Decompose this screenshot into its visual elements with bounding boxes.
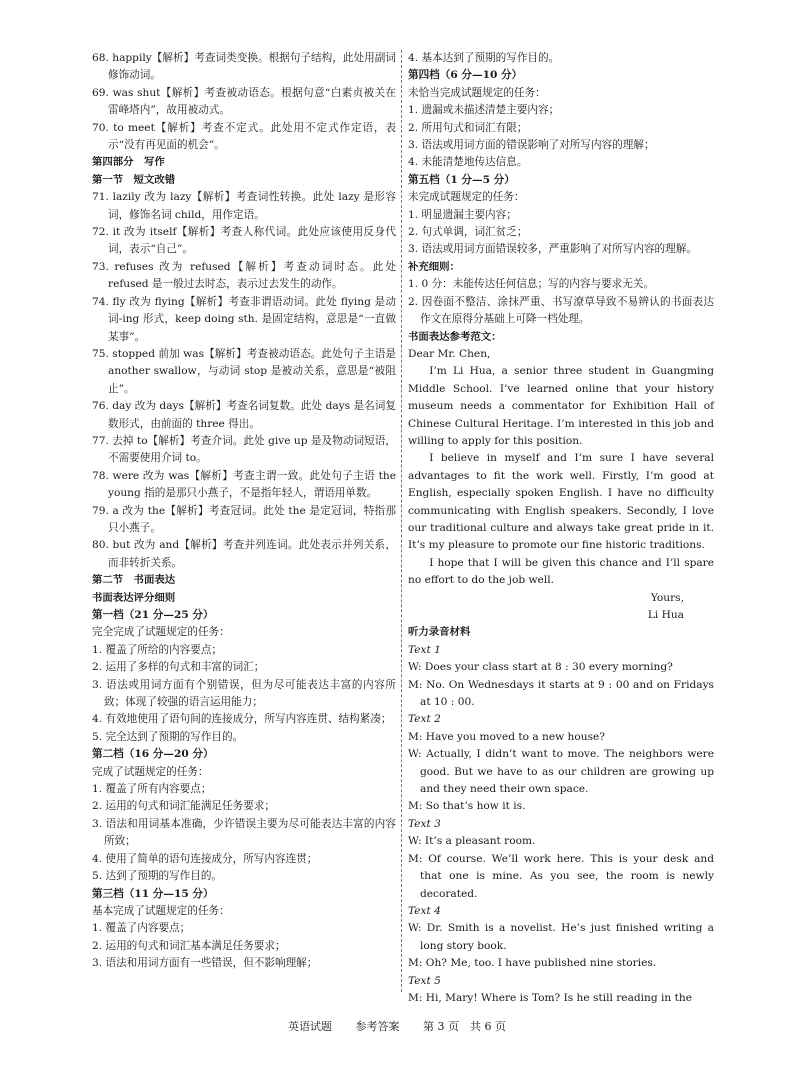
tier2-title: 第二档（16 分—20 分）: [92, 748, 214, 761]
answer-68: 68. happily【解析】考查词类变换。根据句子结构，此处用副词修饰动词。: [92, 52, 396, 82]
tier3-title: 第三档（11 分—15 分）: [92, 887, 214, 900]
tier2-item: 3. 语法和用词基本准确，少许错误主要为尽可能表达丰富的内容所致；: [92, 817, 396, 848]
footer-doc: 参考答案: [355, 1020, 400, 1033]
correction-77: 77. 去掉 to【解析】考查介词。此处 give up 是及物动词短语，不需要使用介词 to。: [92, 434, 396, 465]
text-label: Text 4: [408, 904, 441, 917]
text-label: Text 2: [408, 713, 441, 726]
text-label: Text 5: [408, 974, 441, 987]
tier4-item: 3. 语法或用词方面的错误影响了对所写内容的理解；: [408, 139, 655, 152]
tier3-item: 3. 语法和用词方面有一些错误，但不影响理解；: [92, 957, 318, 970]
tier1-item: 2. 运用了多样的句式和丰富的词汇；: [92, 661, 265, 674]
page-footer: [0, 1018, 794, 1034]
dialogue-line: M: Of course. We’ll work here. This is your desk and that one is mine. As you see, the room is newly decorated.: [408, 852, 714, 900]
tier5-item: 1. 明显遗漏主要内容；: [408, 208, 517, 221]
supplement-item: 1. 0 分：未能传达任何信息；写的内容与要求无关。: [408, 278, 655, 291]
tier5-item: 3. 语法或用词方面错误较多，严重影响了对所写内容的理解。: [408, 243, 697, 256]
letter-greeting: Dear Mr. Chen,: [408, 347, 491, 360]
supplement-item: 2. 因卷面不整洁、涂抹严重、书写潦草导致不易辨认的书面表达作文在原得分基础上可降一档处理。: [408, 295, 714, 326]
rubric-title: 书面表达评分细则: [92, 591, 176, 604]
letter-paragraph: I hope that I will be given this chance and I’ll spare no effort to do the job well.: [408, 556, 714, 587]
tier1-title: 第一档（21 分—25 分）: [92, 609, 214, 621]
column-divider: [401, 50, 402, 992]
correction-78: 78. were 改为 was【解析】考查主谓一致。此处句子主语 the young 指的是那只小燕子，不是指年轻人，谓语用单数。: [92, 469, 396, 500]
dialogue-line: M: No. On Wednesdays it starts at 9 : 00 and on Fridays at 10 : 00.: [408, 678, 714, 709]
correction-79: 79. a 改为 the【解析】考查冠词。此处 the 是定冠词，特指那只小燕子。: [92, 504, 396, 534]
tier2-item: 5. 达到了预期的写作目的。: [92, 870, 223, 883]
dialogue-line: W: Actually, I didn’t want to move. The neighbors were good. But we have to as our children are growing up and they need their own space.: [408, 748, 714, 796]
tier3-item: 4. 基本达到了预期的写作目的。: [408, 52, 560, 64]
dialogue-line: W: Dr. Smith is a novelist. He’s just finished writing a long story book.: [408, 922, 714, 952]
correction-80: 80. but 改为 and【解析】考查并列连词。此处表示并列关系，而非转折关系。: [92, 539, 396, 569]
tier2-item: 1. 覆盖了所有内容要点；: [92, 783, 212, 796]
tier3-item: 2. 运用的句式和词汇基本满足任务要求；: [92, 939, 286, 952]
dialogue-line: M: Have you moved to a new house?: [408, 730, 605, 743]
tier5-intro: 未完成试题规定的任务：: [408, 191, 525, 204]
tier4-item: 4. 未能清楚地传达信息。: [408, 156, 528, 169]
correction-72: 72. it 改为 itself【解析】考查人称代词。此处应该使用反身代词，表示“自己”。: [92, 226, 396, 256]
correction-74: 74. fly 改为 flying【解析】考查非谓语动词。此处 flying 是动词-ing 形式，keep doing sth. 是固定结构，意思是“一直做某事”。: [92, 295, 396, 343]
section1-title: 第一节 短文改错: [92, 173, 176, 186]
correction-75: 75. stopped 前加 was【解析】考查被动语态。此处句子主语是 another swallow，与动词 stop 是被动关系，意思是“被阻止”。: [92, 347, 396, 395]
dialogue-line: M: Oh? Me, too. I have published nine stories.: [408, 957, 657, 970]
part4-title: 第四部分 写作: [92, 156, 165, 169]
letter-closing: Yours,: [650, 591, 684, 604]
tier1-item: 3. 语法或用词方面有个别错误，但为尽可能表达丰富的内容所致；体现了较强的语言运用能力；: [92, 678, 396, 709]
dialogue-line: W: Does your class start at 8 : 30 every morning?: [408, 661, 673, 674]
left-column: [92, 50, 396, 973]
section2-title: 第二节 书面表达: [92, 574, 176, 587]
text-label: Text 1: [408, 643, 441, 656]
tier4-intro: 未恰当完成试题规定的任务：: [408, 86, 546, 99]
tier4-item: 1. 遗漏或未描述清楚主要内容；: [408, 104, 560, 117]
tier5-item: 2. 句式单调，词汇贫乏；: [408, 226, 528, 239]
tier4-title: 第四档（6 分—10 分）: [408, 69, 523, 82]
tier1-item: 4. 有效地使用了语句间的连接成分，所写内容连贯、结构紧凑；: [92, 713, 392, 726]
tier2-intro: 完成了试题规定的任务：: [92, 765, 209, 778]
correction-71: 71. lazily 改为 lazy【解析】考查词性转换。此处 lazy 是形容词，修饰名词 child，用作定语。: [92, 191, 396, 221]
dialogue-line: M: So that’s how it is.: [408, 800, 526, 813]
footer-subject: 英语试题: [288, 1020, 332, 1033]
supplement-title: 补充细则：: [408, 260, 460, 273]
listening-title: 听力录音材料: [408, 626, 471, 639]
tier5-title: 第五档（1 分—5 分）: [408, 173, 515, 186]
text-label: Text 3: [408, 817, 441, 830]
tier4-item: 2. 所用句式和词汇有限；: [408, 121, 528, 134]
tier1-intro: 完全完成了试题规定的任务：: [92, 626, 230, 639]
correction-76: 76. day 改为 days【解析】考查名词复数。此处 days 是名词复数形式，由前面的 three 得出。: [92, 400, 396, 430]
tier3-item: 1. 覆盖了内容要点；: [92, 922, 191, 935]
right-column: [408, 50, 714, 1007]
answer-70: 70. to meet【解析】考查不定式。此处用不定式作定语，表示“没有再见面的机会”。: [92, 121, 396, 152]
tier1-item: 5. 完全达到了预期的写作目的。: [92, 730, 244, 743]
answer-69: 69. was shut【解析】考查被动语态。根据句意“白素贞被关在雷峰塔内”，故用被动式。: [92, 86, 396, 117]
correction-73: 73. refuses 改为 refused【解析】考查动词时态。此处 refused 是一般过去时态，表示过去发生的动作。: [92, 260, 396, 291]
tier1-item: 1. 覆盖了所给的内容要点；: [92, 643, 223, 656]
sample-essay-title: 书面表达参考范文：: [408, 330, 502, 343]
dialogue-line: M: Hi, Mary! Where is Tom? Is he still reading in the: [408, 991, 692, 1004]
letter-signature: Li Hua: [647, 609, 684, 621]
footer-page-number: 第 3 页 共 6 页: [423, 1020, 506, 1033]
dialogue-line: W: It’s a pleasant room.: [408, 835, 536, 848]
letter-paragraph: I believe in myself and I’m sure I have several advantages to fit the work well. Firstly, I’m good at English, especially spoken English. I have no difficulty communicating with English speakers. Secondly, I love our traditional culture and always take great pride in it. It’s my pleasure to promote our fine historic traditions.: [408, 452, 714, 552]
tier2-item: 2. 运用的句式和词汇能满足任务要求；: [92, 800, 275, 813]
tier2-item: 4. 使用了简单的语句连接成分，所写内容连贯；: [92, 852, 318, 865]
tier3-intro: 基本完成了试题规定的任务：: [92, 904, 230, 917]
letter-paragraph: I’m Li Hua, a senior three student in Guangming Middle School. I’ve learned online that your history museum needs a commentator for Exhibition Hall of Chinese Cultural Heritage. I’m interested in this job and willing to apply for this position.: [408, 365, 714, 447]
